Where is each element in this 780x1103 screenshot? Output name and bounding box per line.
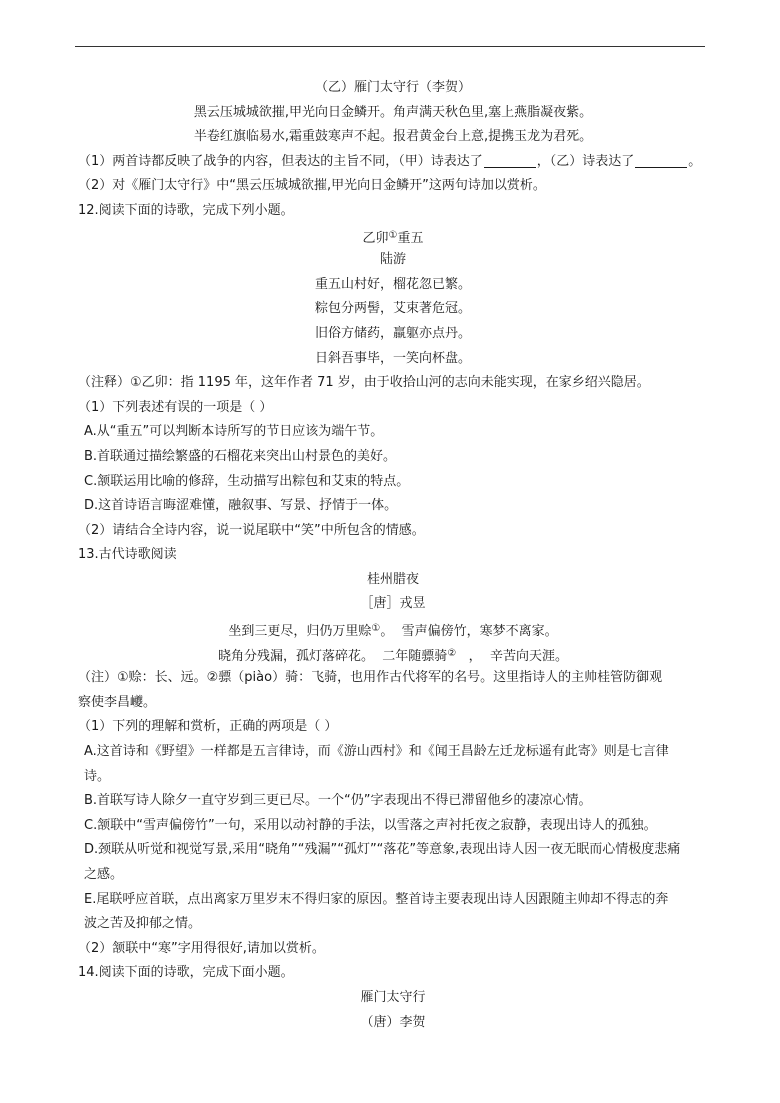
q13-sub-question-1: （1）下列的理解和赏析，正确的两项是（ ） xyxy=(78,719,338,735)
footnote-marker: ② xyxy=(447,647,457,659)
q12-annotation: （注释）①乙卯：指 1195 年，这年作者 71 岁，由于收拾山河的志向未能实现，在家乡绍兴隐居。 xyxy=(78,375,650,391)
q11-poem-line: 黑云压城城欲摧,甲光向日金鳞开。角声满天秋色里,塞上燕脂凝夜紫。 xyxy=(193,104,593,120)
q12-option-c: C.颔联运用比喻的修辞，生动描写出粽包和艾束的特点。 xyxy=(84,473,410,489)
q12-poem-line: 重五山村好，榴花忽已繁。 xyxy=(314,276,471,292)
q12-sub-question-1: （1）下列表述有误的一项是（ ） xyxy=(78,399,273,415)
header-rule xyxy=(75,46,705,47)
q13-option-b: B.首联写诗人除夕一直守岁到三更已尽。一个“仍”字表现出不得已滞留他乡的凄凉心情。 xyxy=(84,793,592,809)
q11-sub-question-1: （1）两首诗都反映了战争的内容，但表达的主旨不同，（甲）诗表达了 ，（乙）诗表达了 。 xyxy=(78,153,702,169)
q13-option-d: D.颈联从听觉和视觉写景,采用“晓角”“残漏”“孤灯”“落花”等意象,表现出诗人因一夜无眠而心情极度悲痛 xyxy=(84,842,681,858)
footnote-marker: ① xyxy=(388,229,398,241)
q13-poem-line: 坐到三更尽，归仍万里赊①。 雪声偏傍竹，寒梦不离家。 xyxy=(228,623,558,640)
q12-option-d: D.这首诗语言晦涩难懂，融叙事、写景、抒情于一体。 xyxy=(84,498,398,514)
q14-poem-author: （唐）李贺 xyxy=(360,1014,426,1030)
q12-poem-line: 日斜吾事毕，一笑向杯盘。 xyxy=(314,350,471,366)
answer-blank[interactable] xyxy=(484,153,536,168)
q12-sub-question-2: （2）请结合全诗内容，说一说尾联中“笑”中所包含的情感。 xyxy=(78,522,425,538)
q13-option-c: C.颔联中“雪声偏傍竹”一句，采用以动衬静的手法，以雪落之声衬托夜之寂静，表现出诗人的孤独。 xyxy=(84,817,657,833)
q13-annotation-cont: 察使李昌巙。 xyxy=(78,694,157,710)
q12-option-a: A.从“重五”可以判断本诗所写的节日应该为端午节。 xyxy=(84,424,384,440)
q12-poem-author: 陆游 xyxy=(379,252,406,268)
q12-poem-title: 乙卯①重五 xyxy=(362,229,424,246)
q13-annotation: （注）①赊：长、远。②骠（piào）骑：飞骑，也用作古代将军的名号。这里指诗人的主帅桂管防御观 xyxy=(78,670,663,686)
q12-heading: 12.阅读下面的诗歌，完成下列小题。 xyxy=(78,202,294,218)
q13-poem-author: ［唐］戎昱 xyxy=(360,596,426,612)
q12-poem-line: 旧俗方储药，羸躯亦点丹。 xyxy=(314,325,471,341)
q13-sub-question-2: （2）颔联中“寒”字用得很好,请加以赏析。 xyxy=(78,940,325,956)
q11-poem-line: 半卷红旗临易水,霜重鼓寒声不起。报君黄金台上意,提携玉龙为君死。 xyxy=(193,129,593,145)
q11-sub-question-2: （2）对《雁门太守行》中“黑云压城城欲摧,甲光向日金鳞开”这两句诗加以赏析。 xyxy=(78,178,546,194)
q13-option-a: A.这首诗和《野望》一样都是五言律诗，而《游山西村》和《闻王昌龄左迁龙标遥有此寄》则是七言律 xyxy=(84,744,669,760)
q12-poem-line: 粽包分两髻，艾束著危冠。 xyxy=(314,301,471,317)
q13-option-d-cont: 之感。 xyxy=(84,867,124,882)
q11-poem-title: （乙）雁门太守行（李贺） xyxy=(314,80,471,95)
q13-option-e: E.尾联呼应首联，点出离家万里岁末不得归家的原因。整首诗主要表现出诗人因跟随主帅却不得志的奔 xyxy=(84,891,669,907)
footnote-marker: ① xyxy=(371,623,381,635)
q13-option-a-cont: 诗。 xyxy=(84,768,111,784)
q13-heading: 13.古代诗歌阅读 xyxy=(78,547,177,563)
q12-option-b: B.首联通过描绘繁盛的石榴花来突出山村景色的美好。 xyxy=(84,448,397,464)
document-body xyxy=(78,76,708,1035)
q13-poem-line: 晓角分残漏，孤灯落碎花。 二年随骠骑② ， 辛苦向天涯。 xyxy=(218,647,568,664)
q13-option-e-cont: 波之苦及抑郁之情。 xyxy=(84,916,202,932)
q13-poem-title: 桂州腊夜 xyxy=(366,571,419,587)
answer-blank[interactable] xyxy=(635,153,687,168)
q14-heading: 14.阅读下面的诗歌，完成下面小题。 xyxy=(78,965,294,981)
q14-poem-title: 雁门太守行 xyxy=(360,989,426,1005)
